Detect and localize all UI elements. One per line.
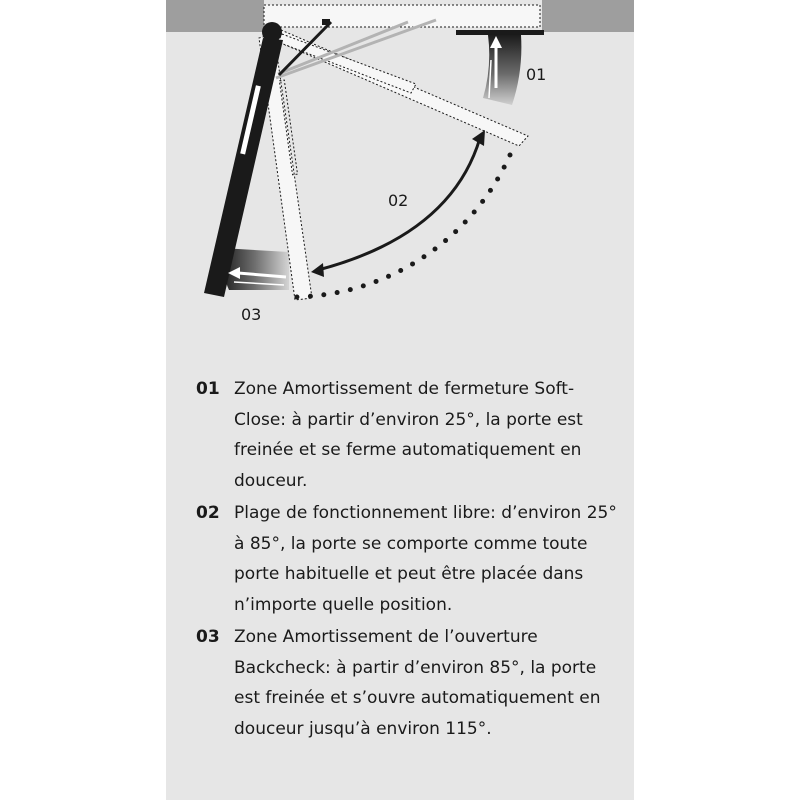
legend-number: 01: [196, 379, 220, 399]
legend-description: Plage de fonctionnement libre: d’environ 25° à 85°, la porte se comporte comme toute porte habituelle et peut être placée dans n’importe quelle position.: [234, 503, 617, 615]
door-stop: [456, 30, 544, 35]
wall-left: [166, 0, 264, 32]
swing-path: [296, 155, 510, 297]
door-position-intermediate: [278, 34, 416, 93]
zone-label-03: 03: [241, 305, 262, 324]
free-range-arrowhead-start: [311, 263, 324, 277]
legend: [196, 374, 626, 746]
hinge-pivot: [262, 22, 282, 42]
legend-number: 03: [196, 627, 220, 647]
legend-item-03: [196, 622, 626, 744]
legend-description: Zone Amortissement de fermeture Soft-Close: à partir d’environ 25°, la porte est freinée et se ferme automatiquement en douceur.: [234, 379, 583, 491]
zone-label-02: 02: [388, 191, 409, 210]
legend-item-02: [196, 498, 626, 620]
legend-number: 02: [196, 503, 220, 523]
wall-right: [542, 0, 634, 32]
door-swing-diagram: [166, 0, 634, 360]
legend-item-01: [196, 374, 626, 496]
zone-label-01: 01: [526, 65, 547, 84]
legend-description: Zone Amortissement de l’ouverture Backcheck: à partir d’environ 85°, la porte est freinée et s’ouvre automatiquement en douceur jusqu’à environ 115°.: [234, 627, 601, 739]
door-damping-panel: [166, 0, 634, 800]
